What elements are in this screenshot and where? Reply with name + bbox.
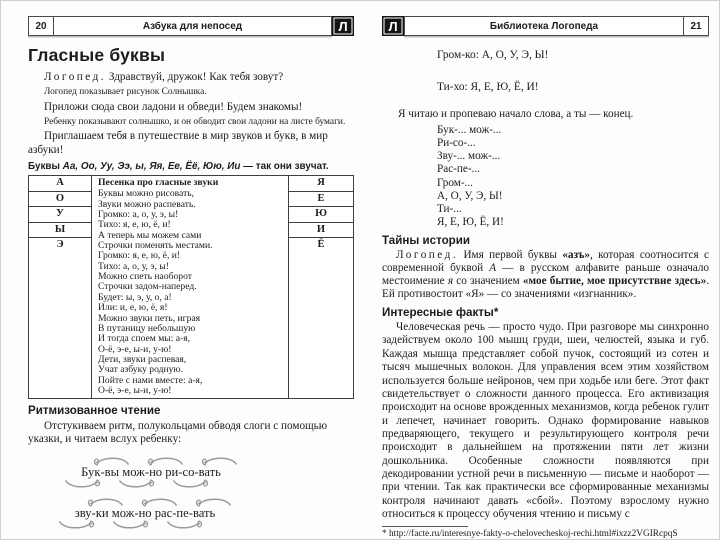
text-segment: А (489, 261, 497, 274)
vowel-cell: Э (56, 239, 64, 251)
swirl-ornament-icon (194, 498, 232, 507)
text-segment: Аа, Оо, Уу, Ээ, ы, Яя, Ее, Ёё, Юю, Ии (62, 161, 241, 173)
footnote-rule (382, 526, 468, 527)
text-segment: Имя первой буквы (458, 248, 563, 261)
section-heading: Тайны истории (382, 233, 471, 247)
vowel-cell: Е (289, 192, 353, 208)
vowel-cell: О (29, 192, 91, 208)
vowel-cell: Ю (289, 207, 353, 223)
running-title: Азбука для непосед (54, 16, 332, 36)
vowel-cell: Я (289, 176, 353, 192)
page-right (382, 16, 710, 540)
song-line: Звуки можно распевать. (98, 198, 196, 210)
echo-lines (437, 124, 709, 229)
song-line: О-ё, э-е, ы-и, у-ю! (98, 343, 172, 355)
paragraph: Я читаю и пропеваю начало слова, а ты — конец. (398, 107, 634, 120)
swirl-ornament-icon (172, 479, 210, 488)
song-lines (98, 189, 282, 396)
song-line: Можно звуки петь, играя (98, 312, 201, 324)
chant-line-1 (78, 457, 224, 488)
chant-text: зву-ки мож-но рас-пе-вать (74, 505, 216, 520)
paragraph: Приглашаем тебя в путешествие в мир звуков и букв, в мир азбуки! (28, 130, 328, 156)
text-segment: «азъ» (562, 248, 590, 261)
text-segment: . Ей противостоит «Я» — со значениями «изгнанник». (382, 275, 709, 301)
song-line: Громко: а, о, у, э, ы! (98, 209, 179, 221)
facts-paragraph: Человеческая речь — просто чудо. При разговоре мы синхронно задействуем около 100 мышц груди, шеи, челюстей, языка и губ. Каждая мышца представляет собой пучок, состоящий из сотен и тысяч мышечных волокон. Для управления всем этим хозяйством используется больше нейронов, чем при ходьбе или беге. Этот факт свидетельствует о сложности данного процесса. Его активизация происходит на основе врожденных механизмов, когда ребенок гулит и лепечет, начинает говорить. Однако формирование навыков предваряющего, текущего и результирующего контроля речи происходит в дальнейшем на протяжении пяти лет жизни дошкольника. Особенные сложности появляются при декодировании устной речи в письменную — письме и наоборот — при чтении. Так как практически все сформированные механизмы контроля начинают давать «сбой». Поэтому взрослому нужно относиться к процессу обучения чтению и письму с (382, 321, 709, 520)
echo-line: Бук-... мож-... (437, 124, 502, 137)
echo-line: А, О, У, Э, Ы! (437, 189, 503, 202)
text-segment: со значением (453, 275, 523, 288)
series-logo-icon: Л (332, 16, 354, 36)
song-line: Дети, звуки распевая, (98, 353, 187, 365)
song-line: А теперь мы можем сами (98, 229, 202, 241)
page-left (28, 16, 354, 528)
paragraph: Отстукиваем ритм, полукольцами обводя слоги с помощью указки, и читаем вслух ребенку: (28, 419, 328, 446)
section-heading: Ритмизованное чтение (28, 404, 161, 418)
text-segment: Буквы (28, 161, 63, 173)
running-title: Библиотека Логопеда (404, 16, 683, 36)
running-head-right (382, 16, 709, 36)
echo-line: Рас-пе-... (437, 163, 480, 176)
song-column (92, 176, 288, 398)
swirl-ornaments-top (86, 498, 232, 507)
text-segment: Логопед. (44, 71, 107, 83)
song-line: Строчки поменять местами. (98, 240, 213, 252)
swirl-ornament-icon (64, 479, 102, 488)
vowel-cell: У (29, 207, 91, 223)
section-heading: Интересные факты* (382, 306, 499, 320)
text-segment: я (447, 275, 454, 288)
vowel-cell: Ы (29, 223, 91, 239)
swirl-ornament-icon (86, 498, 124, 507)
song-line: Громко: я, е, ю, ё, и! (98, 250, 181, 262)
swirl-ornament-icon (146, 457, 184, 466)
chant-text: Бук-вы мож-но ри-со-вать (81, 464, 221, 479)
letters-intro-line (28, 161, 354, 172)
vowel-cell: И (289, 223, 353, 239)
vowel-cell: А (29, 176, 91, 192)
song-line: Пойте с нами вместе: а-я, (98, 374, 203, 386)
swirl-ornament-icon (140, 498, 178, 507)
echo-line: Ри-со-... (437, 137, 476, 150)
loud-line: Гром-ко: А, О, У, Э, Ы! (437, 49, 549, 61)
running-head-left (28, 16, 354, 36)
song-line: Тихо: а, о, у, э, ы! (98, 260, 169, 272)
vowel-cell: Ё (317, 239, 325, 251)
echo-line: Ти-... (437, 202, 462, 215)
song-line: Или: и, е, ю, ё, я! (98, 302, 168, 314)
song-line: Буквы можно рисовать, (98, 188, 195, 200)
page-number: 21 (683, 16, 709, 36)
quiet-line: Ти-хо: Я, Е, Ю, Ё, И! (437, 80, 539, 93)
text-segment: — в русском алфавите раньше означало местоимение (382, 261, 709, 288)
vowel-column-hard (29, 176, 92, 398)
dialogue-line (28, 71, 354, 85)
chant-line-2 (72, 498, 218, 529)
song-line: Тихо: я, е, ю, ё, и! (98, 219, 171, 231)
swirl-ornaments-bottom (64, 479, 210, 488)
song-line: И тогда споем мы: а-я, (98, 333, 191, 345)
swirl-ornaments-bottom (58, 520, 204, 529)
text-segment: Здравствуй, дружок! Как тебя зовут? (106, 71, 284, 83)
swirl-ornament-icon (118, 479, 156, 488)
song-line: Строчки задом-наперед. (98, 281, 197, 293)
text-segment: Логопед. (396, 248, 459, 261)
song-line: Будет: ы, э, у, о, а! (98, 291, 172, 303)
echo-line: Я, Е, Ю, Ё, И! (437, 215, 504, 228)
song-line: Учат азбуку родную. (98, 364, 183, 376)
page-number: 20 (28, 16, 54, 36)
stage-direction: Ребенку показывают солнышко, и он обводит свои ладони на листе бумаги. (44, 116, 346, 127)
page-title: Гласные буквы (28, 45, 166, 65)
swirl-ornament-icon (92, 457, 130, 466)
text-segment: — так они звучат. (240, 161, 329, 173)
series-logo-icon: Л (382, 16, 404, 36)
swirl-ornament-icon (112, 520, 150, 529)
swirl-ornament-icon (200, 457, 238, 466)
song-line: О-ё, э-е, ы-и, у-ю! (98, 384, 172, 396)
echo-line: Зву-... мож-... (437, 150, 501, 163)
vowel-column-soft (288, 176, 353, 398)
swirl-ornament-icon (58, 520, 96, 529)
paragraph: Приложи сюда свои ладони и обведи! Будем знакомы! (44, 100, 303, 113)
text-segment: , которая соотносится с современной буквой (382, 248, 710, 274)
stage-direction: Логопед показывает рисунок Солнышка. (44, 87, 207, 98)
swirl-ornaments-top (92, 457, 238, 466)
song-title: Песенка про гласные звуки (98, 177, 219, 189)
swirl-ornament-icon (166, 520, 204, 529)
history-paragraph (382, 249, 709, 301)
song-line: В путаницу небольшую (98, 322, 196, 334)
vowels-song-table (28, 175, 354, 399)
echo-line: Гром-... (437, 176, 473, 189)
song-line: Можно спеть наоборот (98, 271, 192, 283)
footnote: * http://facte.ru/interesnye-fakty-o-chelovecheskoj-rechi.html#ixzz2VGIRcpqS (382, 529, 678, 540)
text-segment: «мое бытие, мое присутствие здесь» (522, 275, 707, 288)
